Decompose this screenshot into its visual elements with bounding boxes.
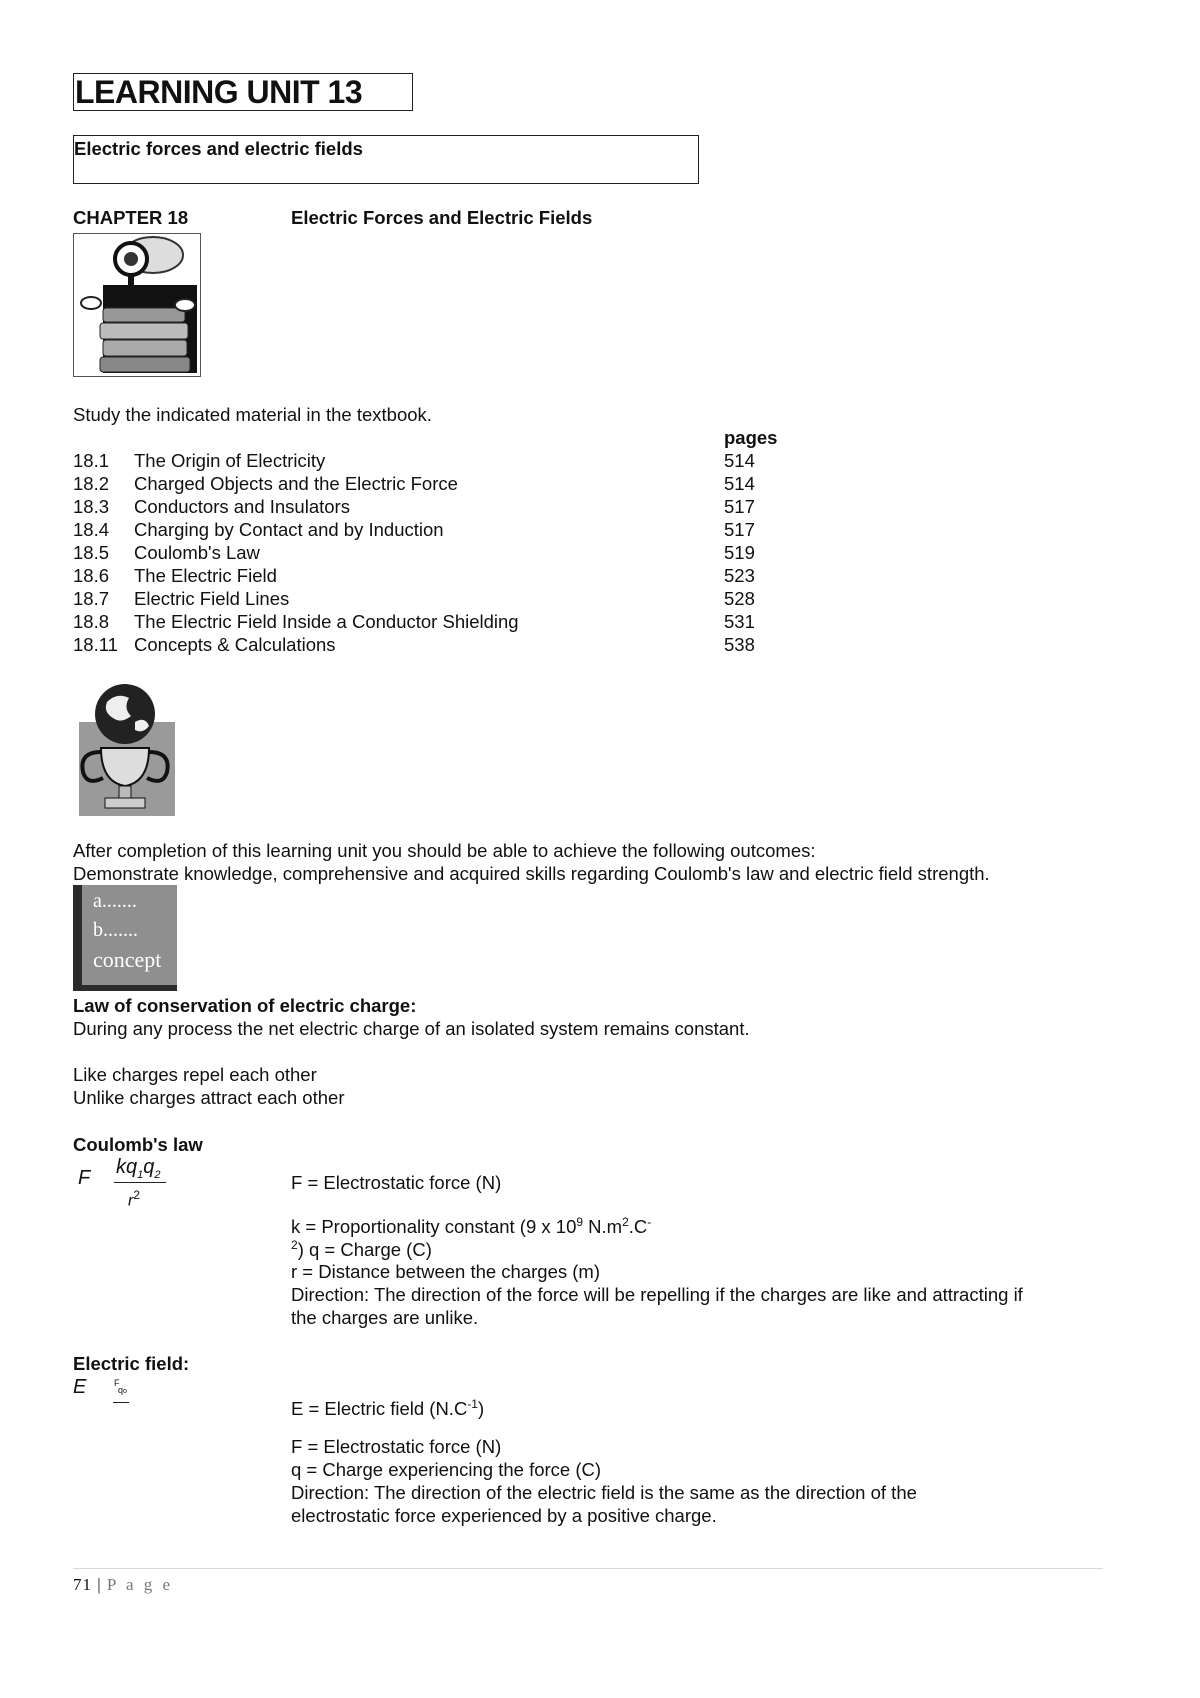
efield-heading: Electric field: xyxy=(73,1353,190,1374)
toc-page: 538 xyxy=(724,634,755,655)
toc-num: 18.6 xyxy=(73,565,110,586)
toc-row xyxy=(73,496,793,520)
unit-subtitle: Electric forces and electric fields xyxy=(74,138,363,159)
formula-r: r xyxy=(128,1192,134,1210)
toc-num: 18.3 xyxy=(73,496,110,517)
toc-page: 514 xyxy=(724,473,755,494)
efield-formula-num: F xyxy=(114,1378,120,1388)
efield-def-e xyxy=(291,1397,484,1420)
formula-kq: kq xyxy=(116,1156,138,1178)
toc-num: 18.8 xyxy=(73,611,110,632)
def-k-exp9: 9 xyxy=(576,1215,584,1229)
study-instruction: Study the indicated material in the textbook. xyxy=(73,404,432,425)
page-number: 71 xyxy=(73,1575,92,1594)
toc-num: 18.1 xyxy=(73,450,110,471)
efield-direction-2: electrostatic force experienced by a positive charge. xyxy=(291,1505,717,1526)
formula-r-exp: 2 xyxy=(133,1188,141,1202)
toc-title: Electric Field Lines xyxy=(134,588,290,609)
concept-line-concept: concept xyxy=(93,947,162,972)
page-footer xyxy=(73,1575,173,1595)
coulomb-def-q xyxy=(291,1238,432,1261)
toc-title: Concepts & Calculations xyxy=(134,634,336,655)
coulomb-def-r: r = Distance between the charges (m) xyxy=(291,1261,600,1282)
efield-def-q: q = Charge experiencing the force (C) xyxy=(291,1459,602,1480)
coulomb-direction-2: the charges are unlike. xyxy=(291,1307,479,1328)
efield-def-f: F = Electrostatic force (N) xyxy=(291,1436,502,1457)
coulomb-formula-numerator xyxy=(116,1156,161,1181)
pages-header: pages xyxy=(724,427,778,448)
footer-rule xyxy=(73,1568,1103,1569)
toc-num: 18.4 xyxy=(73,519,110,540)
coulomb-formula-lhs: F xyxy=(78,1167,91,1189)
toc-title: The Origin of Electricity xyxy=(134,450,326,471)
toc-num: 18.7 xyxy=(73,588,110,609)
efield-direction-1: Direction: The direction of the electric field is the same as the direction of the xyxy=(291,1482,917,1503)
toc-title: Charged Objects and the Electric Force xyxy=(134,473,458,494)
concept-icon xyxy=(73,885,177,991)
toc-title: Coulomb's Law xyxy=(134,542,260,563)
coulomb-heading: Coulomb's law xyxy=(73,1134,203,1155)
formula-sub2: 2 xyxy=(154,1169,161,1181)
formula-q: q xyxy=(143,1156,155,1178)
toc-page: 528 xyxy=(724,588,755,609)
page-word: P a g e xyxy=(106,1575,174,1594)
toc-page: 523 xyxy=(724,565,755,586)
toc-title: The Electric Field xyxy=(134,565,277,586)
toc-row xyxy=(73,450,793,474)
toc-page: 514 xyxy=(724,450,755,471)
coulomb-def-f: F = Electrostatic force (N) xyxy=(291,1172,502,1193)
formula-sub1: 1 xyxy=(137,1169,144,1181)
def-k-exp-two: 2 xyxy=(291,1238,298,1252)
toc-row xyxy=(73,588,793,612)
unit-title: LEARNING UNIT 13 xyxy=(75,74,363,110)
def-k-exp-neg: - xyxy=(647,1215,652,1229)
coulomb-def-k xyxy=(291,1215,651,1238)
conservation-text: During any process the net electric charge of an isolated system remains constant. xyxy=(73,1018,750,1039)
footer-separator: | xyxy=(97,1575,102,1594)
def-k-a: k = Proportionality constant (9 x 10 xyxy=(291,1216,577,1238)
toc-page: 517 xyxy=(724,496,755,517)
toc-row xyxy=(73,519,793,543)
outcome-text: Demonstrate knowledge, comprehensive and acquired skills regarding Coulomb's law and electric field strength. xyxy=(73,863,990,884)
toc-page: 517 xyxy=(724,519,755,540)
def-e-b: ) xyxy=(477,1398,485,1420)
toc-title: Conductors and Insulators xyxy=(134,496,350,517)
efield-formula-fraction xyxy=(114,1379,127,1396)
outcomes-intro: After completion of this learning unit you should be able to achieve the following outcomes: xyxy=(73,840,816,861)
unlike-charges: Unlike charges attract each other xyxy=(73,1087,345,1108)
efield-formula-lhs: E xyxy=(73,1376,87,1398)
efield-formula-q: q xyxy=(118,1385,124,1395)
toc-num: 18.5 xyxy=(73,542,110,563)
concept-line-b: b....... xyxy=(93,919,138,941)
def-e-a: E = Electric field (N.C xyxy=(291,1398,468,1420)
conservation-heading: Law of conservation of electric charge: xyxy=(73,995,417,1016)
def-k-exp2: 2 xyxy=(622,1215,629,1229)
toc-num: 18.11 xyxy=(73,634,118,655)
toc-row xyxy=(73,473,793,497)
coulomb-direction-1: Direction: The direction of the force will be repelling if the charges are like and attracting if xyxy=(291,1284,1023,1305)
magnifier-reader-icon xyxy=(73,233,201,377)
def-e-exp: -1 xyxy=(467,1397,478,1411)
efield-fraction-bar xyxy=(113,1402,129,1403)
toc-page: 531 xyxy=(724,611,755,632)
def-k-c: .C xyxy=(628,1216,648,1238)
coulomb-formula-denominator xyxy=(128,1188,140,1210)
chapter-label: CHAPTER 18 xyxy=(73,207,189,228)
toc-row xyxy=(73,634,793,658)
def-k-b: N.m xyxy=(583,1216,623,1238)
like-charges: Like charges repel each other xyxy=(73,1064,317,1085)
def-k-d: ) q = Charge (C) xyxy=(297,1239,432,1261)
toc-title: The Electric Field Inside a Conductor Shielding xyxy=(134,611,519,632)
toc-row xyxy=(73,565,793,589)
globe-trophy-icon xyxy=(73,682,178,817)
toc-title: Charging by Contact and by Induction xyxy=(134,519,444,540)
toc-row xyxy=(73,611,793,635)
toc-num: 18.2 xyxy=(73,473,110,494)
toc-row xyxy=(73,542,793,566)
chapter-title: Electric Forces and Electric Fields xyxy=(291,207,593,228)
toc-page: 519 xyxy=(724,542,755,563)
coulomb-fraction-bar xyxy=(114,1182,166,1183)
efield-formula-sub: o xyxy=(123,1388,127,1395)
concept-line-a: a....... xyxy=(93,890,137,912)
